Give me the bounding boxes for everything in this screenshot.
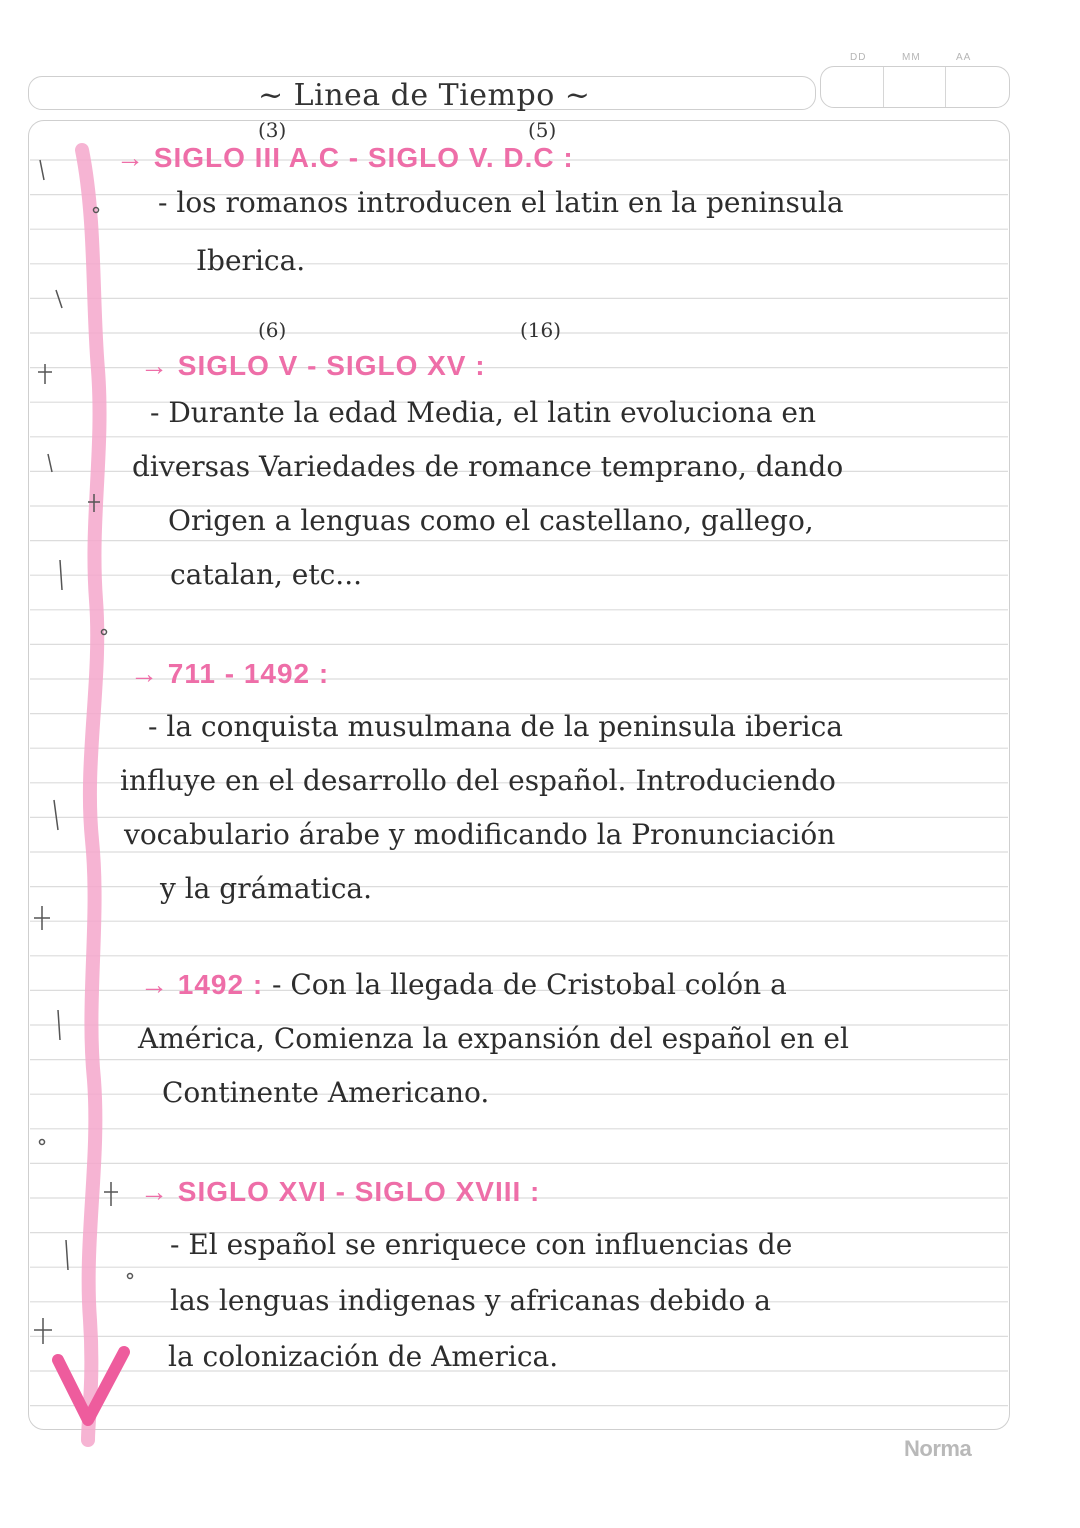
date-label-year: AA [956, 52, 972, 63]
entry-line: la colonización de America. [168, 1340, 559, 1373]
date-label-month: MM [902, 52, 921, 63]
entry-line: diversas Variedades de romance temprano, dando [132, 450, 844, 483]
entry-heading: → SIGLO V - SIGLO XV : [140, 350, 486, 381]
entry-heading-text: - Con la llegada de Cristobal colón a [271, 968, 787, 1001]
entry-line: vocabulario árabe y modificando la Pronunciación [124, 818, 836, 851]
entry-line: catalan, etc... [170, 558, 363, 591]
entry-line: Iberica. [196, 244, 306, 277]
entry-line: América, Comienza la expansión del español en el [138, 1022, 849, 1055]
entry-heading: → 711 - 1492 : [130, 658, 330, 689]
entry-line: Continente Americano. [162, 1076, 490, 1109]
heading-note: (5) [528, 118, 557, 142]
entry-line: - la conquista musulmana de la peninsula iberica [148, 710, 843, 743]
heading-note: (16) [520, 318, 562, 342]
entry-heading: → SIGLO XVI - SIGLO XVIII : [140, 1176, 541, 1207]
entry-line: - los romanos introducen el latin en la peninsula [158, 186, 844, 219]
entry-line: las lenguas indigenas y africanas debido a [170, 1284, 771, 1317]
entry-line: y la grámatica. [160, 872, 372, 905]
date-label-day: DD [850, 52, 867, 63]
entry-heading: → SIGLO III A.C - SIGLO V. D.C : [116, 142, 574, 173]
entry-heading [140, 968, 787, 1001]
brand-logo: Norma [904, 1436, 972, 1461]
entry-line: influye en el desarrollo del español. Introduciendo [120, 764, 836, 797]
heading-note: (3) [258, 118, 287, 142]
entry-heading-label: → 1492 : [140, 969, 264, 1000]
entry-line: Origen a lenguas como el castellano, gallego, [168, 504, 814, 537]
page-title: ~ Linea de Tiempo ~ [258, 78, 591, 113]
entry-line: - El español se enriquece con influencias de [170, 1228, 793, 1261]
entry-line: - Durante la edad Media, el latin evoluciona en [150, 396, 817, 429]
heading-note: (6) [258, 318, 287, 342]
